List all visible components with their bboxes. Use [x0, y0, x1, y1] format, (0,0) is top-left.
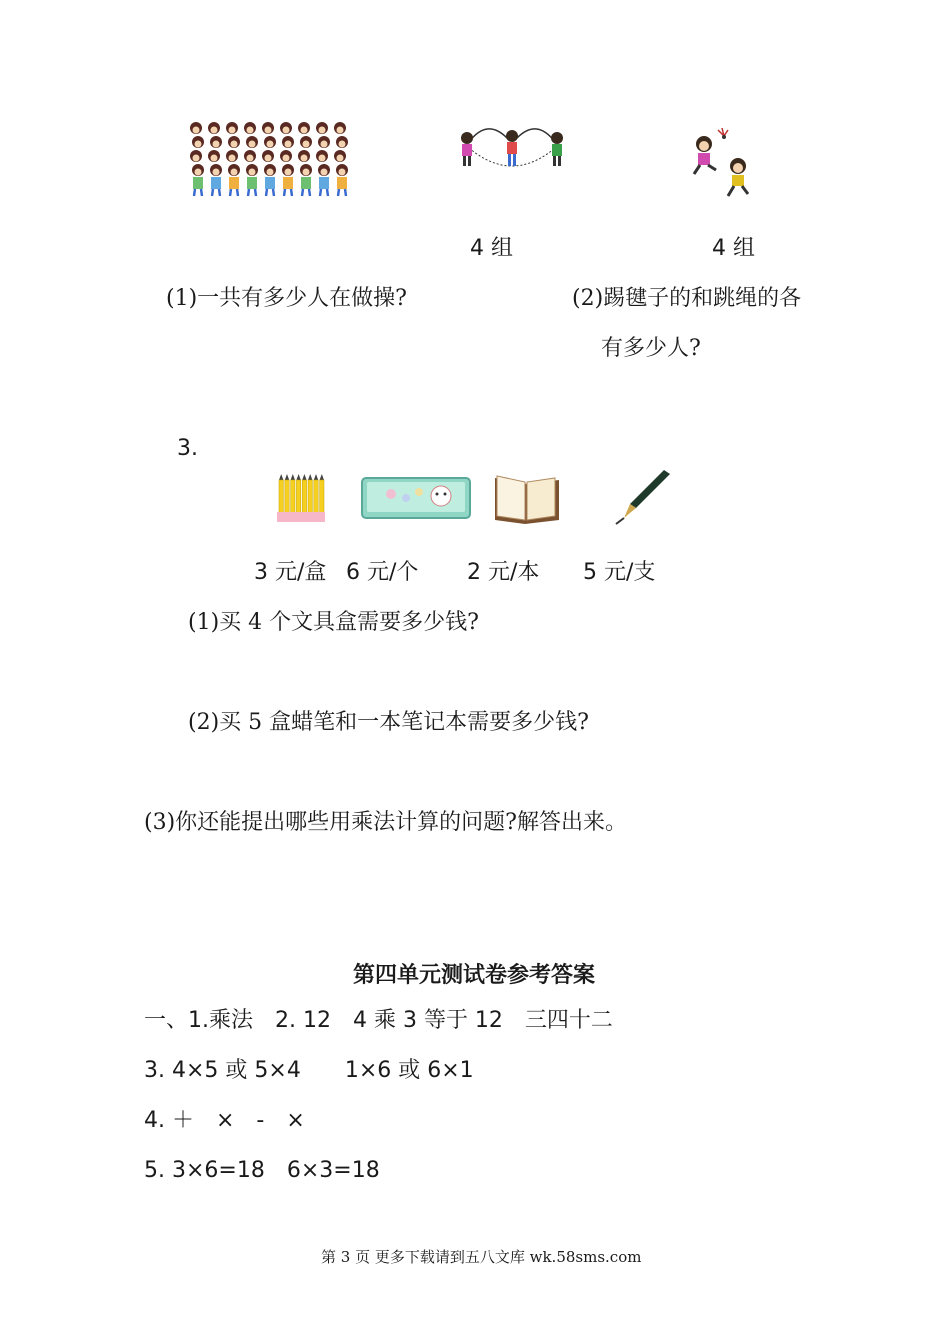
- shuttlecock-children-illustration: [688, 126, 760, 200]
- fountain-pen-illustration: [612, 470, 674, 526]
- group-label-jump-rope: 4 组: [470, 236, 513, 261]
- price-crayons: 3 元/盒: [254, 560, 327, 585]
- price-pencil-case: 6 元/个: [346, 560, 419, 585]
- answer-line-4: 5. 3×6=18 6×3=18: [144, 1158, 380, 1183]
- problem2-question1: (1)一共有多少人在做操?: [166, 286, 407, 311]
- problem3-question1: (1)买 4 个文具盒需要多少钱?: [188, 610, 479, 635]
- crayon-box-illustration: [277, 474, 325, 522]
- price-notebook: 2 元/本: [467, 560, 540, 585]
- group-label-shuttlecock: 4 组: [712, 236, 755, 261]
- problem2-question2-line1: (2)踢毽子的和跳绳的各: [572, 286, 802, 311]
- problem2-question2-line2: 有多少人?: [601, 336, 701, 361]
- price-pen: 5 元/支: [583, 560, 656, 585]
- jump-rope-children-illustration: [455, 124, 571, 174]
- problem3-number: 3.: [177, 436, 198, 461]
- answer-line-3: 4. ＋ × - ×: [144, 1108, 305, 1133]
- exercising-children-illustration: [188, 120, 350, 202]
- answers-title: 第四单元测试卷参考答案: [353, 963, 596, 988]
- page-footer: 第 3 页 更多下载请到五八文库 wk.58sms.com: [321, 1248, 642, 1266]
- problem3-question3: (3)你还能提出哪些用乘法计算的问题?解答出来。: [144, 810, 627, 835]
- answer-line-1: 一、1.乘法 2. 12 4 乘 3 等于 12 三四十二: [144, 1008, 613, 1033]
- pencil-case-illustration: [361, 476, 471, 520]
- problem3-question2: (2)买 5 盒蜡笔和一本笔记本需要多少钱?: [188, 710, 589, 735]
- answer-line-2: 3. 4×5 或 5×4 1×6 或 6×1: [144, 1058, 474, 1083]
- notebook-illustration: [491, 472, 563, 528]
